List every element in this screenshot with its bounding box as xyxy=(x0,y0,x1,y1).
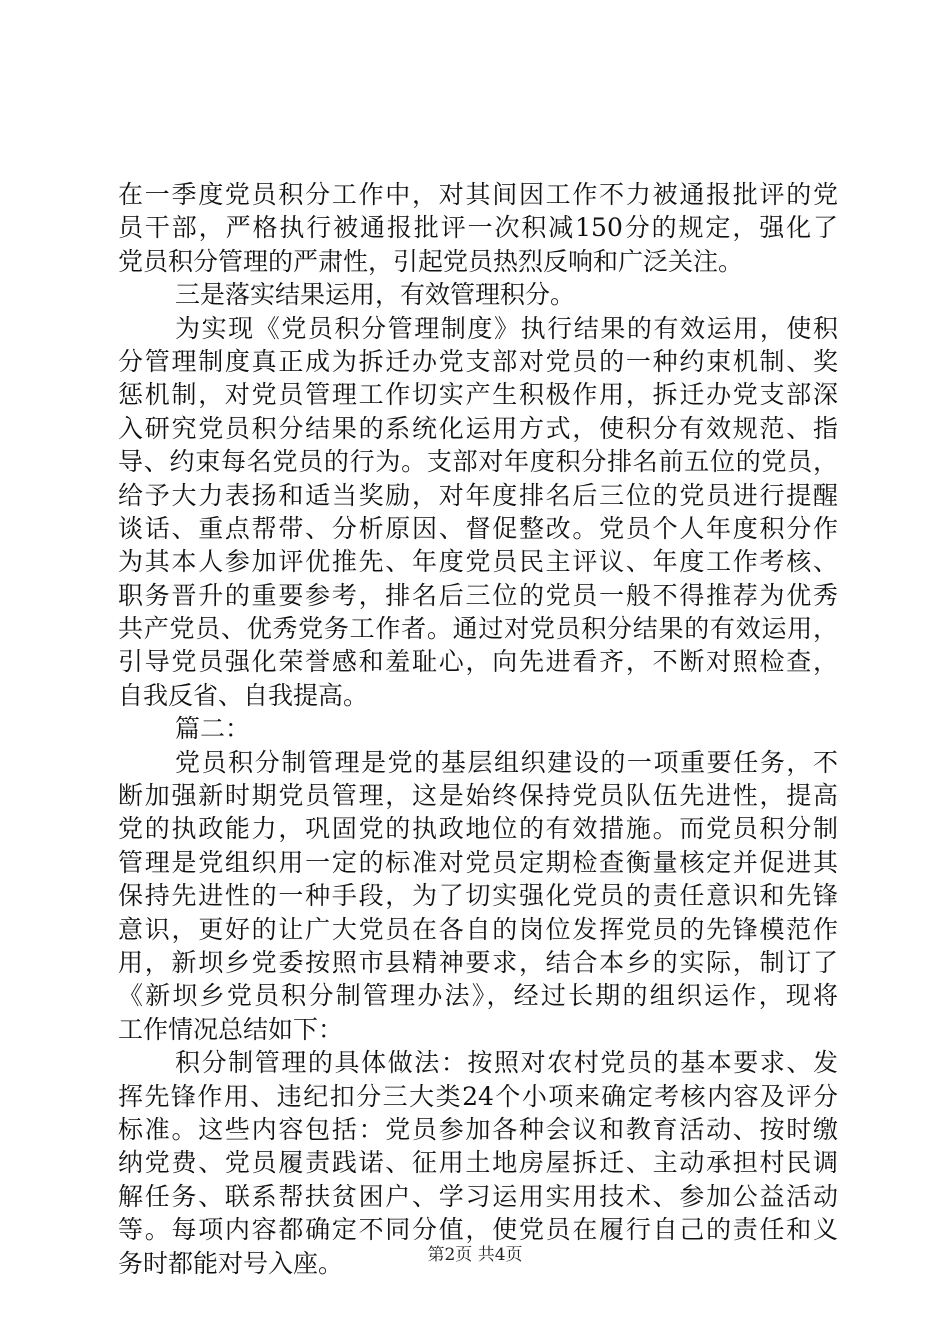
text-line: 积分制管理的具体做法：按照对农村党员的基本要求、发 xyxy=(175,1048,838,1078)
text-line: 为实现《党员积分管理制度》执行结果的有效运用，使积 xyxy=(175,313,838,343)
text-line: 自我反省、自我提高。 xyxy=(118,680,369,710)
text-line: 职务晋升的重要参考，排名后三位的党员一般不得推荐为优秀 xyxy=(118,580,838,610)
text-line: 挥先锋作用、违纪扣分三大类24个小项来确定考核内容及评分 xyxy=(118,1081,838,1111)
text-line: 用，新坝乡党委按照市县精神要求，结合本乡的实际，制订了 xyxy=(118,947,838,977)
text-line: 党的执政能力，巩固党的执政地位的有效措施。而党员积分制 xyxy=(118,814,838,844)
text-line: 解任务、联系帮扶贫困户、学习运用实用技术、参加公益活动 xyxy=(118,1181,838,1211)
text-line: 工作情况总结如下： xyxy=(118,1014,344,1044)
text-line: 共产党员、优秀党务工作者。通过对党员积分结果的有效运用， xyxy=(118,614,838,644)
text-line: 篇二： xyxy=(175,714,251,744)
text-line: 给予大力表扬和适当奖励，对年度排名后三位的党员进行提醒 xyxy=(118,480,838,510)
text-line: 引导党员强化荣誉感和羞耻心，向先进看齐，不断对照检查， xyxy=(118,647,838,677)
text-line: 纳党费、党员履责践诺、征用土地房屋拆迁、主动承担村民调 xyxy=(118,1148,838,1178)
text-line: 在一季度党员积分工作中，对其间因工作不力被通报批评的党 xyxy=(118,180,838,209)
text-line: 员干部，严格执行被通报批评一次积减150分的规定，强化了 xyxy=(118,213,838,243)
text-line: 导、约束每名党员的行为。支部对年度积分排名前五位的党员， xyxy=(118,447,838,477)
text-line: 分管理制度真正成为拆迁办党支部对党员的一种约束机制、奖 xyxy=(118,346,838,376)
text-line: 谈话、重点帮带、分析原因、督促整改。党员个人年度积分作 xyxy=(118,513,838,543)
text-line: 惩机制，对党员管理工作切实产生积极作用，拆迁办党支部深 xyxy=(118,380,838,410)
text-line: 标准。这些内容包括：党员参加各种会议和教育活动、按时缴 xyxy=(118,1114,838,1144)
text-line: 为其本人参加评优推先、年度党员民主评议、年度工作考核、 xyxy=(118,547,838,577)
text-line: 务时都能对号入座。 xyxy=(118,1248,344,1278)
text-line: 党员积分制管理是党的基层组织建设的一项重要任务，不 xyxy=(175,747,838,777)
text-line: 等。每项内容都确定不同分值，使党员在履行自己的责任和义 xyxy=(118,1215,838,1245)
page-footer: 第2页 共4页 xyxy=(427,1245,523,1265)
text-line: 党员积分管理的严肃性，引起党员热烈反响和广泛关注。 xyxy=(118,246,744,276)
text-line: 三是落实结果运用，有效管理积分。 xyxy=(175,280,576,310)
text-line: 管理是党组织用一定的标准对党员定期检查衡量核定并促进其 xyxy=(118,847,838,877)
text-line: 意识，更好的让广大党员在各自的岗位发挥党员的先锋模范作 xyxy=(118,914,838,944)
text-line: 断加强新时期党员管理，这是始终保持党员队伍先进性，提高 xyxy=(118,781,838,811)
text-line: 入研究党员积分结果的系统化运用方式，使积分有效规范、指 xyxy=(118,413,838,443)
text-line: 保持先进性的一种手段，为了切实强化党员的责任意识和先锋 xyxy=(118,881,838,911)
text-line: 《新坝乡党员积分制管理办法》，经过长期的组织运作，现将 xyxy=(118,981,838,1011)
document-body xyxy=(118,178,838,1280)
